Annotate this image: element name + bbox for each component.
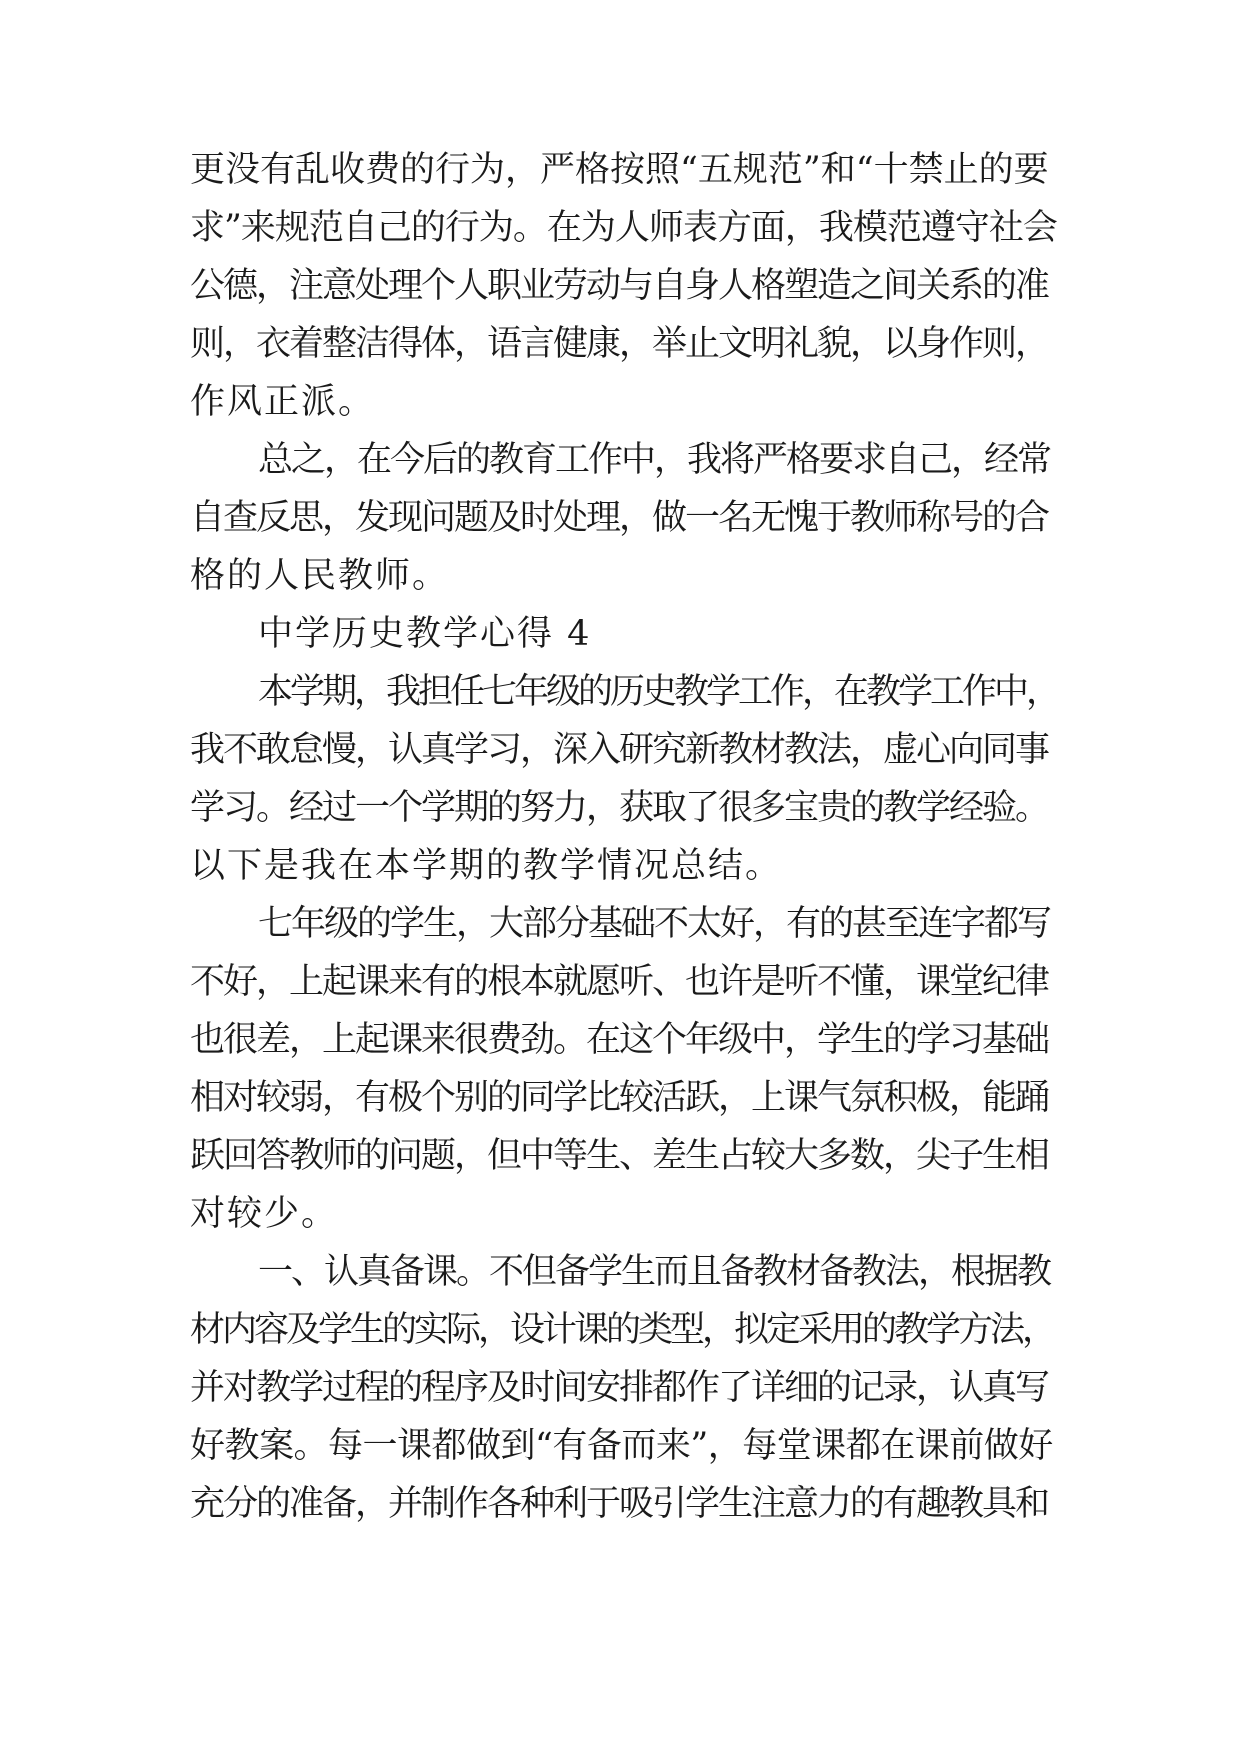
text-line: 以下是我在本学期的教学情况总结。 (190, 846, 783, 886)
text-line: 不好，上起课来有的根本就愿听、也许是听不懂，课堂纪律 (190, 962, 1049, 1002)
section-heading: 中学历史教学心得 4 (258, 614, 592, 654)
text-line: 则，衣着整洁得体，语言健康，举止文明礼貌，以身作则， (190, 324, 1049, 364)
text-line: 充分的准备，并制作各种利于吸引学生注意力的有趣教具和 (190, 1484, 1049, 1524)
text-line: 学习。经过一个学期的努力，获取了很多宝贵的教学经验。 (190, 788, 1049, 828)
text-line: 我不敢怠慢，认真学习，深入研究新教材教法，虚心向同事 (190, 730, 1049, 770)
text-line: 公德，注意处理个人职业劳动与自身人格塑造之间关系的准 (190, 266, 1049, 306)
text-line: 好教案。每一课都做到“有备而来”，每堂课都在课前做好 (190, 1426, 1053, 1466)
text-line: 跃回答教师的问题，但中等生、差生占较大多数，尖子生相 (190, 1136, 1049, 1176)
text-line: 并对教学过程的程序及时间安排都作了详细的记录，认真写 (190, 1368, 1049, 1408)
text-line: 作风正派。 (190, 382, 376, 422)
text-line: 也很差，上起课来很费劲。在这个年级中，学生的学习基础 (190, 1020, 1049, 1060)
paragraph-start: 总之，在今后的教育工作中，我将严格要求自己，经常 (258, 440, 1051, 480)
text-line: 对较少。 (190, 1194, 339, 1234)
text-line: 材内容及学生的实际，设计课的类型，拟定采用的教学方法， (190, 1310, 1055, 1350)
paragraph-start: 本学期，我担任七年级的历史教学工作，在教学工作中， (258, 672, 1059, 712)
text-line: 更没有乱收费的行为，严格按照“五规范”和“十禁止的要 (190, 150, 1049, 190)
text-line: 自查反思，发现问题及时处理，做一名无愧于教师称号的合 (190, 498, 1049, 538)
paragraph-start: 七年级的学生，大部分基础不太好，有的甚至连字都写 (258, 904, 1051, 944)
paragraph-start: 一、认真备课。不但备学生而且备教材备教法，根据教 (258, 1252, 1051, 1292)
text-line: 相对较弱，有极个别的同学比较活跃，上课气氛积极，能踊 (190, 1078, 1049, 1118)
text-line: 格的人民教师。 (190, 556, 450, 596)
text-line: 求”来规范自己的行为。在为人师表方面，我模范遵守社会 (190, 208, 1057, 248)
